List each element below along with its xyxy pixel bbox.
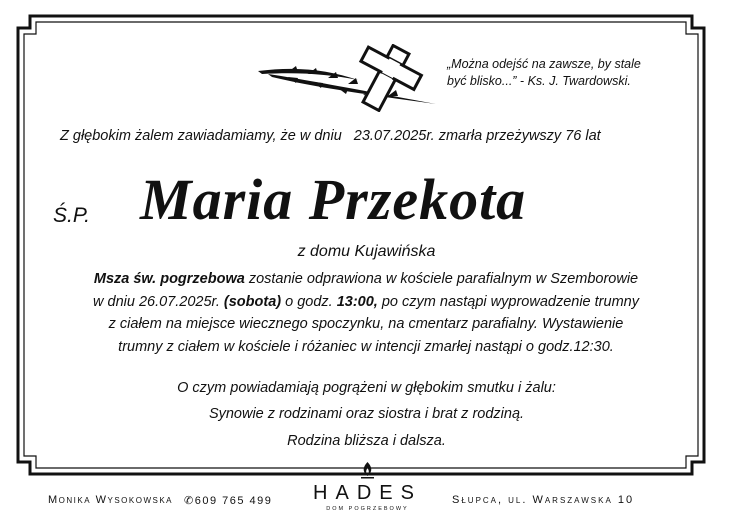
address: Słupca, ul. Warszawska 10 xyxy=(452,494,635,506)
funeral-details xyxy=(48,268,684,358)
closing-line-3: Rodzina bliższa i dalsza. xyxy=(287,433,446,449)
announcement-intro: Z głębokim żalem zawiadamiamy, że w dniu xyxy=(60,128,342,144)
funeral-time: 13:00, xyxy=(336,293,378,310)
funeral-day: (sobota) xyxy=(223,293,282,310)
cross-icon xyxy=(258,44,438,112)
funeral-text-4: po czym nastąpi wyprowadzenie trumny xyxy=(377,293,639,310)
funeral-text-1: zostanie odprawiona w kościele parafialnym w Szemborowie xyxy=(244,271,639,287)
hades-logo xyxy=(300,460,435,516)
contact-name: Monika Wysokowska xyxy=(48,494,174,506)
funeral-text-3: o godz. xyxy=(281,293,337,310)
funeral-line-4: trumny z ciałem w kościele i różaniec w intencji zmarłej nastąpi o godz.12:30. xyxy=(118,338,614,355)
contact-phone: ✆609 765 499 xyxy=(184,495,273,507)
quote-line-1: „Można odejść na zawsze, by stale xyxy=(447,57,641,71)
closing-line-2: Synowie z rodzinami oraz siostra i brat z rodziną. xyxy=(208,406,525,422)
closing-line-1: O czym powiadamiają pogrążeni w głębokim smutku i żalu: xyxy=(177,380,556,396)
funeral-date: w dniu 26.07.2025r. xyxy=(93,293,224,310)
announcement-date: 23.07.2025r. zmarła przeżywszy 76 lat xyxy=(353,128,601,144)
quote-line-2: być blisko...” - Ks. J. Twardowski. xyxy=(447,74,631,88)
brand-name: HADES xyxy=(313,482,422,504)
funeral-line-1 xyxy=(48,268,684,291)
funeral-line-2 xyxy=(48,291,684,314)
funeral-line-3: z ciałem na miejsce wiecznego spoczynku, na cmentarz parafialny. Wystawienie xyxy=(108,316,624,332)
deceased-maiden-name: z domu Kujawińska xyxy=(297,243,436,260)
mass-label: Msza św. pogrzebowa xyxy=(93,271,245,287)
deceased-name: Maria Przekota xyxy=(140,167,527,232)
flame-icon xyxy=(361,462,374,479)
deceased-prefix: Ś.P. xyxy=(53,204,90,227)
quote xyxy=(447,56,687,90)
brand-subtitle: DOM POGRZEBOWY xyxy=(326,506,409,512)
announcement-line xyxy=(60,128,601,144)
